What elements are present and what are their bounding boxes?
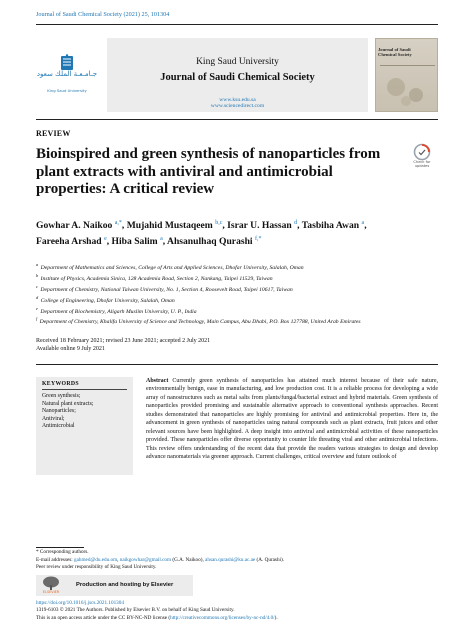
affiliation-text: Department of Biochemistry, Aligarh Muslim University, U. P., India: [40, 308, 197, 315]
keywords-heading: KEYWORDS: [42, 381, 79, 387]
keyword-item: Natural plant extracts;: [42, 400, 94, 407]
affiliation-mark: e: [36, 305, 38, 311]
keyword-item: Green synthesis;: [42, 393, 81, 399]
license-link[interactable]: http://creativecommons.org/licenses/by-nc-nd/4.0/: [170, 614, 275, 621]
affiliation-text: Department of Mathematics and Sciences, College of Arts and Applied Sciences, Dhofar University, Salalah, Oman: [40, 264, 304, 271]
affiliation-mark: d: [36, 294, 39, 300]
license-line: [36, 615, 438, 622]
author-name[interactable]: Ahsanulhaq Qurashi: [167, 235, 253, 247]
email-label: E-mail addresses:: [36, 556, 75, 563]
abstract-label: Abstract: [146, 378, 169, 384]
cover-title: [378, 47, 436, 57]
author-affiliation-mark: d: [294, 220, 298, 226]
author-affiliation-mark: b,c: [215, 220, 223, 226]
hosting-text: Production and hosting by Elsevier: [76, 582, 174, 588]
keywords-list: [42, 393, 130, 431]
email-link[interactable]: gahmed@du.edu.om: [74, 556, 118, 563]
affiliation-item: [36, 261, 438, 272]
article-title: Bioinspired and green synthesis of nanoparticles from plant extracts with antiviral and antimicrobial properties: A critical review: [36, 146, 381, 197]
affiliation-mark: b: [36, 272, 39, 278]
footnotes: [36, 549, 438, 572]
elsevier-wordmark: ELSEVIER: [42, 590, 60, 594]
article-history: [36, 337, 438, 353]
affiliation-list: [36, 261, 438, 326]
email-separator: ,: [117, 556, 120, 563]
affiliation-item: [36, 305, 438, 316]
doi-block: [36, 600, 438, 622]
affiliation-mark: a: [36, 262, 39, 267]
logo-english-text: King Saud University: [47, 88, 87, 93]
article-type: REVIEW: [36, 129, 71, 138]
email-owner: (A. Qurashi).: [255, 556, 285, 563]
keyword-item: Antimicrobial: [42, 423, 75, 430]
affiliation-mark: f: [36, 316, 38, 322]
keywords-rule: [42, 389, 127, 390]
author-name[interactable]: Tasbiha Awan: [301, 220, 360, 232]
affiliation-item: [36, 283, 438, 294]
affiliation-item: [36, 272, 438, 283]
logo-arabic-text: جـامـعـة الملك سعود: [36, 70, 98, 78]
peer-review-note: Peer review under responsibility of King Saud University.: [36, 564, 157, 571]
author-list: Gowhar A. Naikoo $^{a,*}$, Mujahid Mustaqeem $^{b,c}$, Israr U. Hassan $^d$, Tasbiha Awan $^a$, Fareeha Arshad $^e$, Hiba Salim $^a$, Ahsanulhaq Qurashi $^{f,*}$: [36, 220, 367, 247]
email-owner: (G.A. Naikoo),: [171, 556, 206, 563]
copyright-line: 1319-6103 © 2021 The Authors. Published by Elsevier B.V. on behalf of King Saud University.: [36, 607, 235, 614]
author-affiliation-mark: e: [104, 235, 107, 242]
check-for-updates-icon[interactable]: [409, 143, 435, 173]
author-name[interactable]: Mujahid Mustaqeem: [126, 220, 213, 232]
email-link[interactable]: ahsan.qurashi@ku.ac.ae: [205, 556, 256, 563]
license-suffix: ).: [274, 614, 278, 621]
cover-title-line-2: Chemical Society: [378, 52, 412, 58]
affiliation-item: [36, 294, 438, 305]
doi-link[interactable]: https://doi.org/10.1016/j.jscs.2021.101304: [36, 600, 124, 606]
abstract-text: Currently green synthesis of nanoparticles has attained much interest because of their safe nature, environmentally benign, ease in manufacturing, and low production cost. It is a reliable process for developing a wide array of nanostructures such as metal salts from plants/fungal/bacterial extract and hybrid materials. Green synthesis of nanoparticles provided promising and sustainable alternative approach to conventional synthesis approaches. Recent studies demonstrated that nanoparticles are highly promising for antiviral and antimicrobial properties. Here in, the advancement in green synthesis of nanoparticles using natural compounds such as plant extracts, fruit juices and other relevant sources have been highlighted. A deep insight into antiviral and antimicrobial activities of these nanoparticles provided. These nanoparticles offer diverse opportunity to counter life threating viral and other antimicrobial infections. This review offers understanding of the recent data that provide the readers various strategies to design and develop advance nanomaterials via greener approach. Current challenges, critical overview and future outlook of: [146, 378, 438, 461]
email-link[interactable]: naikgowhar@gmail.com: [119, 556, 172, 563]
footnote-rule: [36, 547, 84, 548]
header-rule: [36, 119, 438, 120]
affiliation-text: Institute of Physics, Academia Sinica, 128 Academia Road, Section 2, Nankang, Taipei 11529, Taiwan: [40, 275, 273, 282]
publisher-name: King Saud University: [196, 57, 279, 67]
affiliation-text: Department of Chemistry, National Taiwan University, No. 1, Section 4, Roosevelt Road, Taipei 10617, Taiwan: [40, 286, 293, 293]
author-name[interactable]: Israr U. Hassan: [227, 220, 292, 232]
running-head: Journal of Saudi Chemical Society (2021) 25, 101304: [36, 11, 170, 18]
author-name[interactable]: Gowhar A. Naikoo: [36, 220, 113, 232]
keyword-item: Nanoparticles;: [42, 408, 76, 415]
history-dates: Received 18 February 2021; revised 23 June 2021; accepted 2 July 2021: [36, 338, 211, 344]
check-text-line-2: updates: [414, 164, 430, 168]
website-link-sciencedirect[interactable]: www.sciencedirect.com: [210, 103, 265, 109]
author-affiliation-mark: f,*: [255, 235, 262, 242]
history-rule: [36, 364, 438, 365]
license-prefix: This is an open access article under the CC BY-NC-ND license (: [36, 614, 171, 621]
author-name[interactable]: Fareeha Arshad: [36, 235, 102, 247]
top-rule: [36, 24, 438, 25]
author-name[interactable]: Hiba Salim: [111, 235, 158, 247]
check-text-line-1: Check for: [413, 160, 431, 164]
affiliation-text: College of Engineering, Dhofar University, Salalah, Oman: [40, 297, 175, 304]
author-affiliation-mark: a,*: [114, 220, 122, 226]
abstract: [146, 377, 438, 462]
affiliation-item: [36, 315, 438, 326]
journal-title: Journal of Saudi Chemical Society: [160, 72, 315, 83]
history-online: Available online 9 July 2021: [36, 346, 105, 353]
keyword-item: Antiviral;: [42, 415, 65, 422]
website-link-ksu[interactable]: www.ksu.edu.sa: [219, 97, 256, 103]
author-affiliation-mark: a: [361, 220, 365, 226]
affiliation-text: Department of Chemistry, Khalifa University of Science and Technology, Main Campus, Abu Dhabi, P.O. Box 127788, United Arab Emirates: [39, 319, 361, 326]
author-affiliation-mark: a: [160, 235, 163, 242]
check-for-updates-label[interactable]: [405, 160, 439, 168]
affiliation-mark: c: [36, 283, 38, 289]
cover-title-line-1: Journal of Saudi: [378, 47, 411, 52]
corresponding-note: * Corresponding authors.: [36, 549, 89, 555]
corresponding-text: Corresponding authors.: [39, 549, 89, 555]
